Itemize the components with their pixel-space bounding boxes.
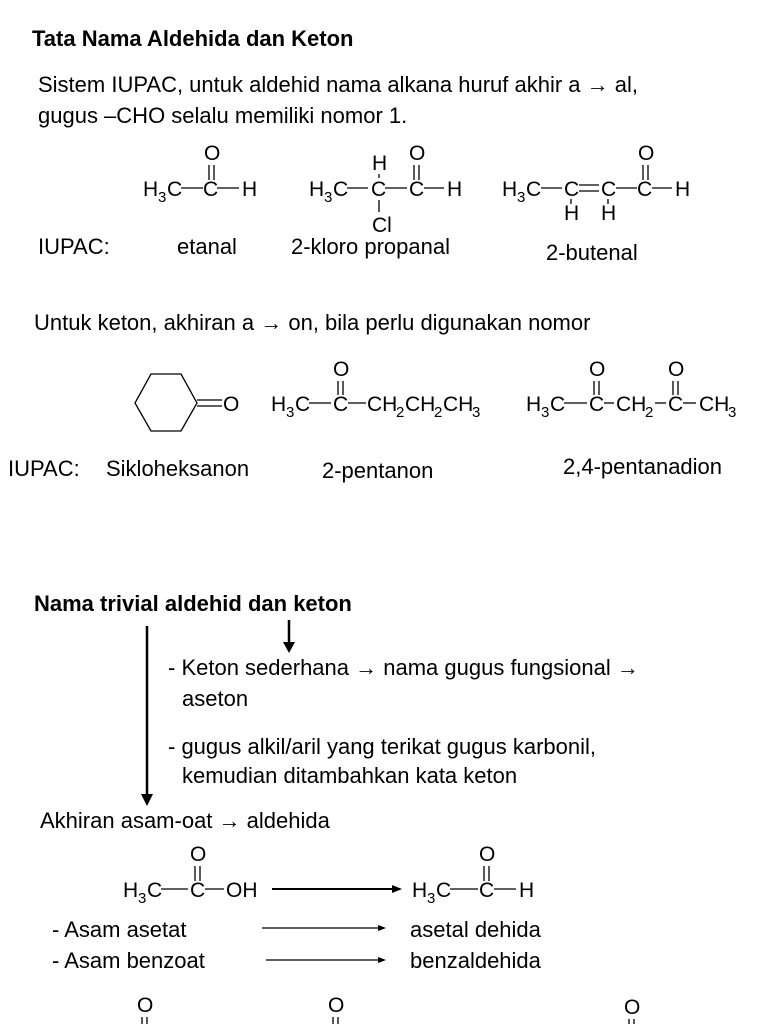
svg-text:H: H	[564, 202, 580, 225]
svg-text:H: H	[447, 178, 463, 201]
svg-text:C: C	[167, 178, 183, 201]
svg-text:H: H	[601, 202, 617, 225]
svg-text:O: O	[409, 142, 426, 165]
svg-text:H: H	[271, 393, 287, 416]
ketone-intro: Untuk keton, akhiran a → on, bila perlu digunakan nomor	[34, 310, 591, 335]
svg-text:O: O	[589, 358, 606, 381]
svg-text:H: H	[123, 879, 139, 902]
aldehyde-rule: Akhiran asam-oat → aldehida	[40, 808, 330, 833]
svg-text:O: O	[137, 994, 154, 1017]
intro-line-1: Sistem IUPAC, untuk aldehid nama alkana huruf akhir a → al,	[38, 72, 639, 97]
svg-text:H: H	[143, 178, 159, 201]
svg-text:H: H	[412, 879, 428, 902]
svg-text:2: 2	[396, 404, 405, 421]
svg-text:H: H	[519, 879, 535, 902]
name-sikloheksanon: Sikloheksanon	[106, 456, 250, 481]
svg-text:C: C	[203, 178, 219, 201]
conversion-arrow-1-head	[378, 925, 386, 931]
aldehyde-iupac-label: IUPAC:	[38, 234, 110, 259]
svg-text:Cl: Cl	[372, 214, 392, 237]
svg-text:O: O	[204, 142, 221, 165]
bullet-1-line-1: - Keton sederhana → nama gugus fungsional →	[168, 655, 639, 680]
svg-text:3: 3	[324, 189, 333, 206]
svg-text:H: H	[309, 178, 325, 201]
section-title-trivial: Nama trivial aldehid dan keton	[34, 591, 352, 616]
svg-text:O: O	[223, 393, 240, 416]
svg-text:O: O	[190, 843, 207, 866]
svg-text:OH: OH	[226, 879, 258, 902]
name-pentanadion: 2,4-pentanadion	[563, 454, 723, 479]
svg-text:C: C	[147, 879, 163, 902]
svg-text:O: O	[333, 358, 350, 381]
bottom-partial-structures	[137, 994, 640, 1024]
svg-text:H: H	[502, 178, 518, 201]
svg-text:O: O	[624, 996, 641, 1019]
svg-text:C: C	[526, 178, 542, 201]
svg-text:C: C	[333, 393, 349, 416]
svg-text:H: H	[242, 178, 258, 201]
svg-text:C: C	[668, 393, 684, 416]
svg-text:CH: CH	[367, 393, 398, 416]
svg-text:CH: CH	[405, 393, 436, 416]
svg-text:H: H	[526, 393, 542, 416]
svg-text:CH: CH	[699, 393, 730, 416]
svg-text:C: C	[589, 393, 605, 416]
svg-text:3: 3	[286, 404, 295, 421]
svg-text:CH: CH	[443, 393, 474, 416]
svg-text:C: C	[190, 879, 206, 902]
svg-text:C: C	[637, 178, 653, 201]
svg-text:3: 3	[541, 404, 550, 421]
svg-text:C: C	[436, 879, 452, 902]
section-title-iupac: Tata Nama Aldehida dan Keton	[32, 26, 354, 51]
name-etanal: etanal	[177, 234, 237, 259]
svg-text:C: C	[409, 178, 425, 201]
bullet-1-line-2: aseton	[182, 686, 249, 711]
bullet-2-line-1: - gugus alkil/aril yang terikat gugus karbonil,	[168, 734, 597, 759]
svg-text:3: 3	[728, 404, 737, 421]
bullet-2-line-2: kemudian ditambahkan kata keton	[182, 763, 518, 788]
conversion-from-2: - Asam benzoat	[52, 948, 205, 973]
conversion-to-1: asetal dehida	[410, 917, 541, 942]
svg-text:CH: CH	[616, 393, 647, 416]
svg-text:C: C	[333, 178, 349, 201]
svg-text:3: 3	[472, 404, 481, 421]
acetaldehyde-structure	[412, 843, 534, 907]
conversion-to-2: benzaldehida	[410, 948, 541, 973]
svg-text:2: 2	[645, 404, 654, 421]
ketone-iupac-label: IUPAC:	[8, 456, 80, 481]
svg-text:3: 3	[517, 189, 526, 206]
intro-line-2: gugus –CHO selalu memiliki nomor 1.	[38, 103, 408, 128]
svg-text:3: 3	[427, 890, 436, 907]
conversion-arrow-2-head	[378, 957, 386, 963]
svg-text:C: C	[295, 393, 311, 416]
svg-text:C: C	[564, 178, 580, 201]
svg-text:C: C	[550, 393, 566, 416]
svg-text:C: C	[601, 178, 617, 201]
svg-text:H: H	[675, 178, 691, 201]
svg-text:O: O	[328, 994, 345, 1017]
conversion-from-1: - Asam asetat	[52, 917, 187, 942]
name-kloropropanal: 2-kloro propanal	[291, 234, 450, 259]
reaction-arrow-head	[392, 885, 402, 893]
svg-text:O: O	[638, 142, 655, 165]
svg-text:C: C	[371, 178, 387, 201]
name-butenal: 2-butenal	[546, 240, 638, 265]
svg-text:O: O	[668, 358, 685, 381]
svg-text:3: 3	[158, 189, 167, 206]
svg-text:H: H	[372, 152, 388, 175]
svg-text:O: O	[479, 843, 496, 866]
svg-text:3: 3	[138, 890, 147, 907]
svg-text:C: C	[479, 879, 495, 902]
name-pentanon: 2-pentanon	[322, 458, 434, 483]
svg-text:2: 2	[434, 404, 443, 421]
acetic-acid-structure	[123, 843, 258, 907]
